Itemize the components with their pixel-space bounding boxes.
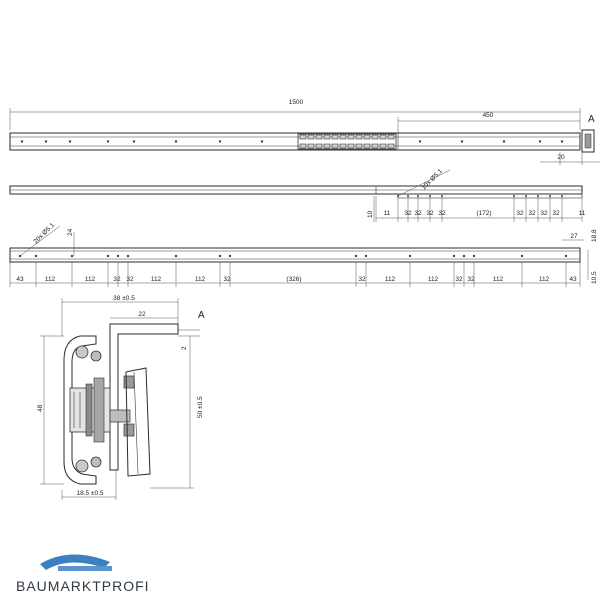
- side-hole-spec: 10x Ø5.1: [420, 167, 445, 192]
- brand-logo-mark: [40, 554, 112, 571]
- side-dim-4: 32: [438, 210, 446, 217]
- front-dim-15: 112: [538, 276, 550, 283]
- side-dim-7: 32: [528, 210, 536, 217]
- front-dim-14: 112: [492, 276, 504, 283]
- front-dim-8: (326): [286, 276, 302, 283]
- front-dim-5: 112: [150, 276, 162, 283]
- front-right-dim-1: 18.8: [591, 229, 598, 242]
- side-dim-5: (172): [476, 210, 492, 217]
- section-inner: 22: [138, 311, 146, 318]
- section-bottom: 18.5 ±0.5: [76, 490, 104, 497]
- section-height-left: 48: [37, 404, 44, 412]
- top-view: [10, 99, 600, 165]
- front-height-label: 24: [67, 228, 74, 236]
- section-label-a: A: [198, 310, 205, 321]
- overall-length-label: 1500: [288, 99, 304, 106]
- front-dim-9: 32: [358, 276, 366, 283]
- front-dim-2: 112: [84, 276, 96, 283]
- front-right-dim-0: 27: [570, 233, 578, 240]
- front-dim-13: 32: [467, 276, 475, 283]
- front-dim-3: 32: [113, 276, 121, 283]
- front-dim-7: 32: [223, 276, 231, 283]
- front-dim-16: 43: [569, 276, 577, 283]
- section-view: [37, 295, 205, 500]
- section-height-right: 50 ±0.5: [197, 396, 204, 418]
- side-dim-3: 32: [426, 210, 434, 217]
- side-dim-9: 32: [552, 210, 560, 217]
- side-dim-6: 32: [516, 210, 524, 217]
- front-dim-11: 112: [427, 276, 439, 283]
- section-marker-a: A: [588, 114, 595, 125]
- brand-name: BAUMARKTPROFI: [16, 578, 150, 594]
- side-view: [10, 168, 586, 222]
- front-dim-4: 32: [126, 276, 134, 283]
- side-height-label: 10: [367, 210, 374, 218]
- extension-label: 450: [482, 112, 494, 119]
- side-dim-0: 11: [383, 210, 391, 217]
- offset-label: 20: [557, 154, 565, 161]
- side-dim-10: 11: [578, 210, 586, 217]
- side-dim-1: 32: [404, 210, 412, 217]
- front-dim-1: 112: [44, 276, 56, 283]
- front-dim-0: 43: [16, 276, 24, 283]
- front-dim-6: 112: [194, 276, 206, 283]
- side-dim-8: 32: [540, 210, 548, 217]
- rail-holes: [21, 140, 563, 142]
- section-width-top: 38 ±0.5: [113, 295, 135, 302]
- side-dim-2: 32: [414, 210, 422, 217]
- section-gap: 2: [181, 346, 188, 350]
- front-view: [10, 222, 598, 287]
- front-hole-spec: 20x Ø5.1: [32, 221, 57, 246]
- front-right-height: 10.5: [591, 271, 598, 284]
- front-dim-12: 32: [455, 276, 463, 283]
- front-dim-10: 112: [384, 276, 396, 283]
